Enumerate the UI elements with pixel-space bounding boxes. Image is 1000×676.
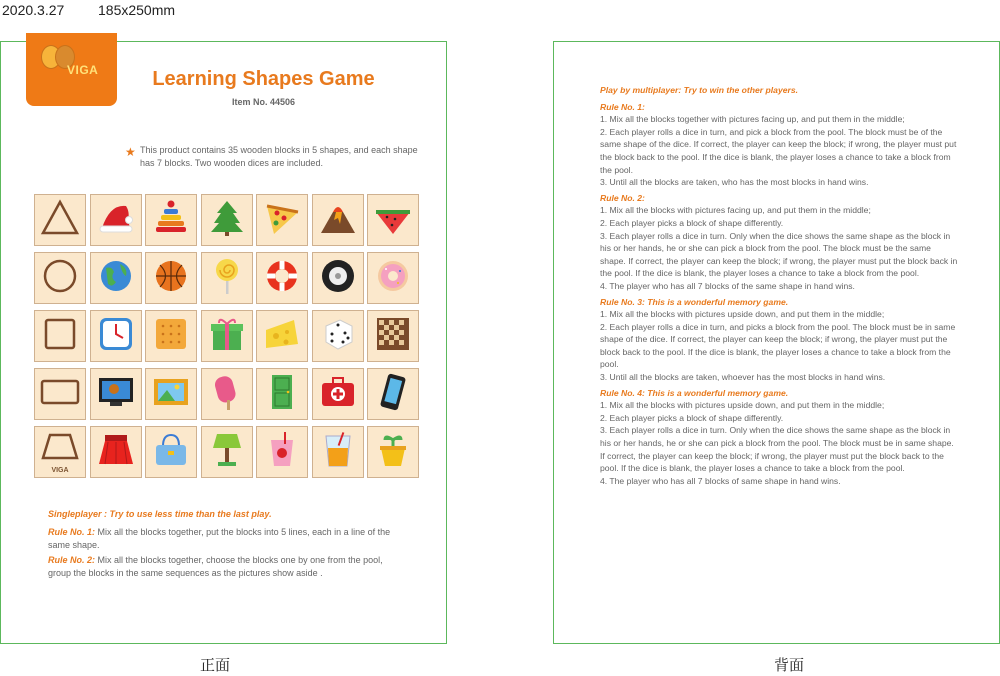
shape-block bbox=[34, 310, 86, 362]
rule-label: Rule No. 1: bbox=[48, 527, 96, 537]
pine-tree-icon bbox=[207, 198, 247, 243]
shape-block bbox=[256, 426, 308, 478]
front-rule-1 bbox=[48, 526, 408, 552]
rule-line: 3. Each player rolls a dice in turn. Only when the dice shows the same shape as the block in his or her hands, he or she can pick a block from the pool. The block must be the same shape. If correct, the player can keep the block; if wrong, the player must put the block back in the pool. If the dice is blank, the player loses a chance to take a block from the pool. bbox=[600, 230, 958, 279]
tv-icon bbox=[96, 372, 136, 417]
rule-line: 1. Mix all the blocks with pictures upside down, and put them in the middle; bbox=[600, 400, 885, 411]
shape-block bbox=[367, 426, 419, 478]
shape-block bbox=[367, 368, 419, 420]
rule-line: 2. Each player rolls a dice in turn, and pick a block from the pool. The block must be of the same shape of the dice. If correct, the player can keep the block; if wrong, the player must put the block back to the pool. If the dice is blank, the player loses a chance to take a block from the pool. bbox=[600, 126, 957, 175]
rule-line: 2. Each player picks a block of shape differently. bbox=[600, 217, 784, 228]
donut-icon bbox=[373, 256, 413, 301]
viga-label: VIGA bbox=[51, 467, 69, 474]
pizza-slice-icon bbox=[262, 198, 302, 243]
singleplayer-heading: Singleplayer : Try to use less time than the last play. bbox=[48, 509, 272, 519]
shape-block bbox=[34, 194, 86, 246]
globe-icon bbox=[96, 256, 136, 301]
back-page bbox=[553, 41, 1000, 644]
gift-box-icon bbox=[207, 314, 247, 359]
cracker-icon bbox=[151, 314, 191, 359]
shape-block bbox=[367, 194, 419, 246]
first-aid-kit-icon bbox=[318, 372, 358, 417]
shape-block bbox=[312, 426, 364, 478]
cup-icon bbox=[262, 430, 302, 475]
ice-cream-bar-icon bbox=[207, 372, 247, 417]
rule-line: 2. Each player picks a block of shape differently. bbox=[600, 412, 784, 423]
juice-glass-icon bbox=[318, 430, 358, 475]
shape-block bbox=[367, 310, 419, 362]
shape-block bbox=[256, 368, 308, 420]
shape-block bbox=[201, 426, 253, 478]
shape-block bbox=[145, 368, 197, 420]
basketball-icon bbox=[151, 256, 191, 301]
shape-block bbox=[367, 252, 419, 304]
dice-icon bbox=[318, 314, 358, 359]
back-rules bbox=[600, 84, 958, 487]
shape-block bbox=[145, 194, 197, 246]
lollipop-icon bbox=[207, 256, 247, 301]
rule-text: Mix all the blocks together, choose the blocks one by one from the pool, group the blocks in the same sequences as the pictures show aside . bbox=[48, 555, 383, 578]
smartphone-icon bbox=[373, 372, 413, 417]
shape-block bbox=[145, 426, 197, 478]
skirt-icon bbox=[96, 430, 136, 475]
rule-text: Mix all the blocks together, put the blocks into 5 lines, each in a line of the same shape. bbox=[48, 527, 391, 550]
shape-block bbox=[256, 252, 308, 304]
rule-heading: Rule No. 2: bbox=[600, 192, 645, 203]
shape-block bbox=[201, 194, 253, 246]
volcano-icon bbox=[318, 198, 358, 243]
back-caption: 背面 bbox=[774, 657, 805, 674]
shape-block bbox=[201, 310, 253, 362]
spec-date: 2020.3.27 bbox=[2, 2, 65, 18]
rectangle-shape-icon bbox=[40, 372, 80, 417]
shape-block bbox=[145, 310, 197, 362]
rule-line: 1. Mix all the blocks with pictures upside down, and put them in the middle; bbox=[600, 309, 885, 320]
handbag-icon bbox=[151, 430, 191, 475]
shape-block bbox=[90, 252, 142, 304]
tire-icon bbox=[318, 256, 358, 301]
triangle-shape-icon bbox=[40, 198, 80, 243]
shape-block bbox=[256, 194, 308, 246]
rule-line: 3. Each player rolls a dice in turn. Only when the dice shows the same shape as the block in his or her hands, he or she can pick a block from the pool. The block must be in same shape. If correct, the player can keep the block; if wrong, the player must put the block back to the pool. If the dice is blank, the player loses a chance to take a block from the pool. bbox=[600, 425, 954, 474]
star-icon: ★ bbox=[125, 145, 136, 159]
shape-block bbox=[90, 368, 142, 420]
clock-icon bbox=[96, 314, 136, 359]
rule-line: 3. Until all the blocks are taken, who has the most blocks in hand wins. bbox=[600, 177, 869, 188]
rule-line: 1. Mix all the blocks with pictures facing up, and put them in the middle; bbox=[600, 205, 871, 216]
lifebuoy-icon bbox=[262, 256, 302, 301]
rule-heading: Rule No. 3: This is a wonderful memory game. bbox=[600, 296, 789, 307]
shape-block bbox=[312, 194, 364, 246]
rule-line: 1. Mix all the blocks together with pictures facing up, and put them in the middle; bbox=[600, 114, 905, 125]
cheese-icon bbox=[262, 314, 302, 359]
spec-size: 185x250mm bbox=[98, 2, 176, 18]
shape-block bbox=[201, 368, 253, 420]
rule-line: 3. Until all the blocks are taken, whoever has the most blocks in hand wins. bbox=[600, 372, 886, 383]
rule-heading: Rule No. 4: This is a wonderful memory game. bbox=[600, 387, 789, 398]
front-rule-2 bbox=[48, 554, 408, 580]
shape-block bbox=[34, 368, 86, 420]
shape-block bbox=[312, 310, 364, 362]
shape-block bbox=[90, 194, 142, 246]
shape-block bbox=[312, 368, 364, 420]
rule-label: Rule No. 2: bbox=[48, 555, 96, 565]
picture-frame-icon bbox=[151, 372, 191, 417]
rule-line: 4. The player who has all 7 blocks of the same shape in hand wins. bbox=[600, 280, 855, 291]
watermelon-slice-icon bbox=[373, 198, 413, 243]
shape-block bbox=[201, 252, 253, 304]
santa-hat-icon bbox=[96, 198, 136, 243]
front-caption: 正面 bbox=[200, 657, 231, 674]
shape-block bbox=[256, 310, 308, 362]
logo-text: VIGA bbox=[67, 63, 99, 77]
door-icon bbox=[262, 372, 302, 417]
shape-block bbox=[34, 252, 86, 304]
circle-shape-icon bbox=[40, 256, 80, 301]
rule-line: 2. Each player rolls a dice in turn, and picks a block from the pool. The block must be in same shape of the dice. If correct, the player can keep the block; if wrong, the player must put the block back to the pool. If the dice is blank, the player loses a chance to take a block from the pool. bbox=[600, 321, 956, 370]
shape-block bbox=[312, 252, 364, 304]
front-page bbox=[0, 41, 447, 644]
rule-heading: Rule No. 1: bbox=[600, 101, 645, 112]
ring-stacker-icon bbox=[151, 198, 191, 243]
table-lamp-icon bbox=[207, 430, 247, 475]
shape-block bbox=[34, 426, 86, 478]
shape-block bbox=[145, 252, 197, 304]
square-shape-icon bbox=[40, 314, 80, 359]
shape-block bbox=[90, 310, 142, 362]
rule-line: 4. The player who has all 7 blocks of same shape in hand wins. bbox=[600, 475, 841, 486]
item-number: Item No. 44506 bbox=[231, 97, 296, 107]
page-title: Learning Shapes Game bbox=[152, 68, 375, 90]
flower-pot-icon bbox=[373, 430, 413, 475]
multiplayer-heading: Play by multiplayer: Try to win the other players. bbox=[600, 85, 799, 95]
shape-block bbox=[90, 426, 142, 478]
intro-text: This product contains 35 wooden blocks in 5 shapes, and each shape has 7 blocks. Two wooden dices are included. bbox=[140, 145, 418, 168]
shape-grid bbox=[34, 194, 419, 478]
chessboard-icon bbox=[373, 314, 413, 359]
